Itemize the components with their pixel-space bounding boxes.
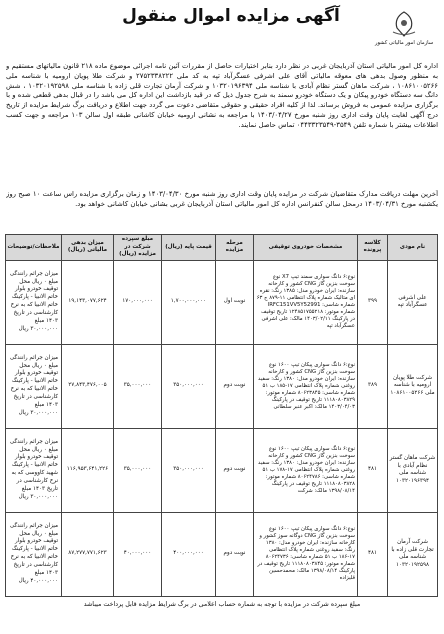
cell-name: شرکت آرمان تجارت قلی زاده با شناسه ملی ۱۰۳۲۰۱۹۲۵۹۸ <box>388 512 438 596</box>
cell-desc: میزان جرائم رانندگی مبلغ ۰ ریال محل توقیف خودرو بلوار خاتم الانبیا - پارکینگ خاتم الانبیا که به نرخ کارشناسی در تاریخ ۱۴۰۳ مبلغ ۳۰,۰۰۰,۰۰۰ ریال <box>6 344 62 428</box>
cell-deposit: ۳۵,۰۰۰,۰۰۰ <box>114 428 162 512</box>
cell-debt: ۱۹,۱۴۳,۰۷۷,۶۲۴ <box>62 260 114 344</box>
cell-debt: ۲۷,۸۴۳,۴۷۶,۰۰۵ <box>62 344 114 428</box>
col-header-desc: ملاحظات/توضیحات <box>6 235 62 261</box>
intro-paragraph: اداره کل امور مالیاتی استان آذربایجان غربی در نظر دارد بنابر اختیارات حاصل از مقررات آئین نامه اجرائی موضوع ماده ۲۱۸ قانون مالیاتهای مستقیم و به منظور وصول بدهی های معوقه مالیاتی آقای علی اشرفی عسگرآباد تپه به کد ملی ۲۷۵۲۳۳۸۲۲۲ و شرکت طلا پویان ارومیه با شناسه ملی ۱۰۸۶۱۰۰۵۲۶۶ ، شرکت ماهان گستر نظام آبادی با شناسه ملی ۱۰۳۲۰۱۹۶۳۹۴ و شرکت آرمان تجارت قلی زاده با شناسه ملی ۱۰۳۲۰۱۹۲۵۹۸ ، شش دانگ سه دستگاه خودرو پیکان و یک دستگاه خودرو سمند به شرح جدول ذیل که در قید بازداشت این اداره کل می باشد را در قبال بدهی قطعی شده و با برگزاری مزایده عمومی به فروش برساند. لذا از کلیه افراد حقیقی و حقوقی متقاضی دعوت می گردد جهت اطلاع و دریافت برگ شرایط مزایده از تاریخ درج آگهی لغایت پایان وقت اداری روز شنبه مورخ ۱۴۰۳/۰۴/۲۷ با مراجعه به نشانی ارومیه خیابان کاشانی طبقه اول سالن ۱۰۳ مراجعه و جهت کسب اطلاعات بیشتر با شماره تلفن ۳۵۴۹-۰۴۴۳۳۲۳۵۴۹ تماس حاصل نمایند. <box>6 62 438 129</box>
logo-text: سازمان امور مالیاتی کشور <box>374 39 434 46</box>
cell-price: ۴۰۰,۰۰۰,۰۰۰ <box>162 512 216 596</box>
cell-stage: نوبت اول <box>216 260 254 344</box>
cell-price: ۳۵۰,۰۰۰,۰۰۰ <box>162 344 216 428</box>
cell-spec: نوع:۶ دانگ سواری سمند تیپ X7 نوع سوخت بنزین گاز CNG کشور و کارخانه سازنده: ایران خودرو مدل: ۱۳۸۵ رنگ: نقره ای متالیک شماره پلاک انتظامی ۱۱-۸۷۹ ج ۶۳ شماره شاسی: IRFC151VV5Y52991 شماره موتور: ۱۲۴۸۵۱۷۵۵۲۱۸ تاریخ توقیف در پارکینگ ۱۴۰۳/۰۲/۱۱ مالک: علی اشرفی عسگرآباد تپه <box>254 260 358 344</box>
cell-deposit: ۴۰,۰۰۰,۰۰۰ <box>114 512 162 596</box>
table-row <box>6 344 438 428</box>
table-row <box>6 512 438 596</box>
table-row <box>6 260 438 344</box>
deadline-paragraph: آخرین مهلت دریافت مدارک متقاضیان شرکت در مزایده پایان وقت اداری روز شنبه مورخ ۱۴۰۳/۰۴/۳۰ و زمان برگزاری مزایده راس ساعت ۱۰ صبح روز یکشنبه مورخ ۱۴۰۳/۰۴/۳۱ درمحل سالن کنفرانس اداره کل امور مالیاتی استان آذربایجان غربی بشانی خیابان کاشانی خواهد بود. <box>6 190 438 208</box>
col-header-name: نام مودی <box>388 235 438 261</box>
cell-spec: نوع:۶ دانگ سواری پیکان تیپ ۱۶۰۰ نوع سوخت بنزین گاز CNG کشور و کارخانه سازنده: ایران خودرو مدل: ۱۳۸۰ رنگ: سفید روغنی شماره پلاک انتظامی ۱۷-۱۸۵ ب ۵۱ شماره شاسی: ۸۰۶۲۳۸۴۵ شماره موتور: ۱۱۱۸۰۸۰۳۸۲۹ تاریخ توقیف در پارکینگ ۱۴۰۳/۰۴/۰۳ مالک: اکبر عنبر سلطانی <box>254 344 358 428</box>
col-header-debt: میزان بدهی مالیاتی (ریال) <box>62 235 114 261</box>
cell-stage: نوبت دوم <box>216 512 254 596</box>
cell-stage: نوبت دوم <box>216 428 254 512</box>
cell-deposit: ۱۷۰,۰۰۰,۰۰۰ <box>114 260 162 344</box>
cell-file: ۳۹۹ <box>358 260 388 344</box>
col-header-price: قیمت پایه (ریال) <box>162 235 216 261</box>
cell-deposit: ۳۵,۰۰۰,۰۰۰ <box>114 344 162 428</box>
cell-stage: نوبت دوم <box>216 344 254 428</box>
auction-table <box>5 234 438 597</box>
cell-file: ۳۸۹ <box>358 344 388 428</box>
cell-desc: میزان جرائم رانندگی مبلغ ۰ ریال محل توقیف خودرو بلوار خاتم الانبیا - پارکینگ خاتم الانبیا که به نرخ کارشناسی در تاریخ ۱۴۰۳ مبلغ ۳۰,۰۰۰,۰۰۰ ریال <box>6 260 62 344</box>
cell-name: شرکت طلا پویان ارومیه با شناسه ملی ۱۰۸۶۱۰۰۵۲۶۶ <box>388 344 438 428</box>
cell-price: ۳۵۰,۰۰۰,۰۰۰ <box>162 428 216 512</box>
cell-spec: نوع:۶ دانگ سواری پیکان تیپ ۱۶۰۰ نوع سوخت بنزین گاز CNG کشور و کارخانه سازنده: ایران خودرو مدل: ۱۳۸۰ رنگ: سفید روغنی شماره پلاک انتظامی ۱۷-۱۷۸ ب ۵۱ شماره شاسی: ۸۰۶۲۴۷۸۶ شماره موتور: ۱۱۱۸۰۸۰۳۸۲۸ تاریخ توقیف در پارکینگ ۱۳۹۸/۰۸/۱۴ مالک: شرکت <box>254 428 358 512</box>
cell-desc: میزان جرائم رانندگی مبلغ ۰ ریال محل توقیف خودرو بلوار خاتم الانبیا - پارکینگ خاتم الانبیا که به نرخ کارشناسی در تاریخ ۱۴۰۳ مبلغ ۴۰,۰۰۰,۰۰۰ ریال <box>6 512 62 596</box>
cell-spec: نوع:۶ دانگ سواری پیکان تیپ ۱۶۰۰ نوع سوخت بنزین گاز CNG دوگانه سوز کشور و کارخانه سازنده: ایران خودرو مدل: ۱۳۸۰ رنگ: سفید روغنی شماره پلاک انتظامی ۱۷-۱۸۶ ب ۵۱ شماره شاسی: ۸۰۶۲۴۷۳۶ شماره موتور: ۱۱۱۸۰۸۰۳۸۴۵ تاریخ توقیف در پارکینگ ۱۳۹۸/۰۸/۱۴ مالک: محمدحسین قلیزاده <box>254 512 358 596</box>
table-header-row <box>6 235 438 261</box>
logo <box>372 4 436 52</box>
cell-file: ۴۸۱ <box>358 512 388 596</box>
col-header-deposit: مبلغ سپرده شرکت در مزایده (ریال) <box>114 235 162 261</box>
emblem-icon <box>387 10 421 38</box>
cell-desc: میزان جرائم رانندگی مبلغ ۰ ریال محل توقیف خودرو بلوار خاتم الانبیا - پارکینگ شهید کاووسی که به نرخ کارشناسی در تاریخ ۱۴۰۳ مبلغ ۳۰,۰۰۰,۰۰۰ ریال <box>6 428 62 512</box>
cell-price: ۱,۷۰۰,۰۰۰,۰۰۰ <box>162 260 216 344</box>
col-header-stage: مرحله مزایده <box>216 235 254 261</box>
header <box>6 2 438 60</box>
cell-file: ۴۸۱ <box>358 428 388 512</box>
page-title: آگهی مزایده اموال منقول <box>122 6 340 26</box>
col-header-spec: مشخصات خودروی توقیفی <box>254 235 358 261</box>
table-row <box>6 428 438 512</box>
cell-name: شرکت ماهان گستر نظام آبادی با شناسه ملی ۱۰۳۲۰۱۹۶۳۹۴ <box>388 428 438 512</box>
footer-note: مبلغ سپرده شرکت در مزایده با توجه به شماره حساب اعلامی در برگ شرایط مزایده قابل پرداخت میباشد <box>83 600 361 608</box>
cell-name: علی اشرفی عسگرآباد تپه <box>388 260 438 344</box>
col-header-file: کلاسه پرونده <box>358 235 388 261</box>
cell-debt: ۱۱۶,۹۵۳,۶۴۱,۲۲۶ <box>62 428 114 512</box>
cell-debt: ۸۷,۲۷۷,۷۷۱,۶۲۳ <box>62 512 114 596</box>
